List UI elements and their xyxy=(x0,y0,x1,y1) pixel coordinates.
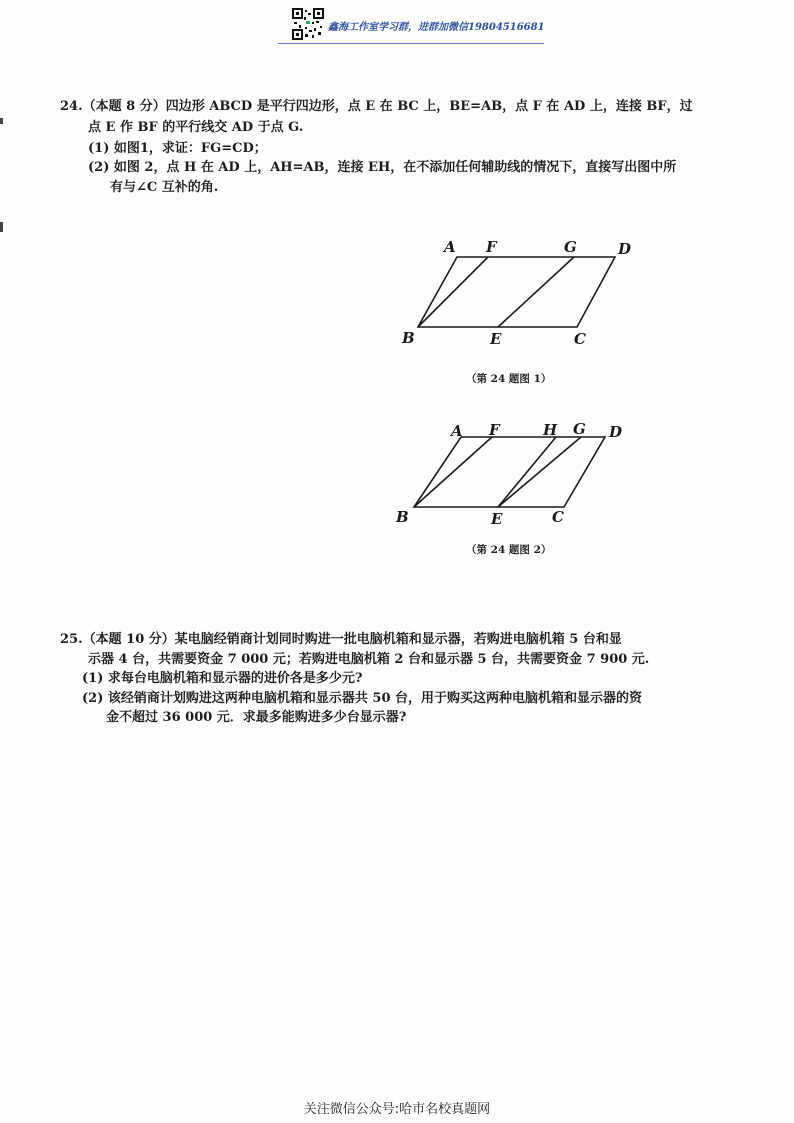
header-banner-text: 鑫海工作室学习群，进群加微信19804516681 xyxy=(328,22,545,33)
q24-line-4: (2) 如图 2，点 H 在 AD 上，AH=AB，连接 EH，在不添加任何辅助线的情况下，直接写出图中所 xyxy=(88,160,677,175)
segment-bf xyxy=(418,257,488,327)
label-d: D xyxy=(609,423,623,441)
segment-eh xyxy=(498,437,556,507)
segment-eg xyxy=(498,437,581,507)
q25-line-1: 25.（本题 10 分）某电脑经销商计划同时购进一批电脑机箱和显示器，若购进电脑机箱 5 台和显 xyxy=(60,632,622,647)
label-b: B xyxy=(396,508,409,526)
q24-figure-1 xyxy=(390,232,650,352)
qr-code-icon xyxy=(292,8,324,40)
q24-figure-2 xyxy=(390,418,650,528)
page-footer: 关注微信公众号:哈市名校真题网 xyxy=(303,1102,491,1117)
label-a: A xyxy=(444,238,456,256)
q24-line-1: 24.（本题 8 分）四边形 ABCD 是平行四边形，点 E 在 BC 上，BE=AB，点 F 在 AD 上，连接 BF，过 xyxy=(60,99,693,114)
q24-figure-1-caption: （第 24 题图 1） xyxy=(466,373,552,385)
parallelogram-abcd xyxy=(418,257,615,327)
page-header xyxy=(278,6,544,46)
label-c: C xyxy=(574,330,586,348)
q25-line-2: 示器 4 台，共需要资金 7 000 元；若购进电脑机箱 2 台和显示器 5 台，共需要资金 7 900 元. xyxy=(88,652,650,667)
q24-line-2: 点 E 作 BF 的平行线交 AD 于点 G. xyxy=(88,120,304,135)
header-divider xyxy=(278,43,544,44)
q25-line-4: (2) 该经销商计划购进这两种电脑机箱和显示器共 50 台，用于购买这两种电脑机箱和显示器的资 xyxy=(82,691,643,706)
label-b: B xyxy=(402,329,415,347)
label-e: E xyxy=(491,510,503,528)
q24-line-5: 有与∠C 互补的角. xyxy=(110,180,219,195)
label-g: G xyxy=(573,420,586,438)
q24-figure-2-caption: （第 24 题图 2） xyxy=(466,544,552,556)
label-f: F xyxy=(489,421,500,439)
label-e: E xyxy=(490,330,502,348)
segment-eg xyxy=(498,257,574,327)
label-g: G xyxy=(564,238,577,256)
label-f: F xyxy=(486,238,497,256)
q24-line-3: (1) 如图1，求证：FG=CD； xyxy=(88,141,267,156)
label-h: H xyxy=(543,421,558,439)
scan-edge-mark xyxy=(0,222,3,232)
label-a: A xyxy=(451,422,463,440)
q25-line-5: 金不超过 36 000 元．求最多能购进多少台显示器? xyxy=(106,710,407,725)
label-d: D xyxy=(618,240,632,258)
q25-line-3: (1) 求每台电脑机箱和显示器的进价各是多少元? xyxy=(82,671,363,686)
scan-edge-mark xyxy=(0,118,3,124)
label-c: C xyxy=(552,508,564,526)
